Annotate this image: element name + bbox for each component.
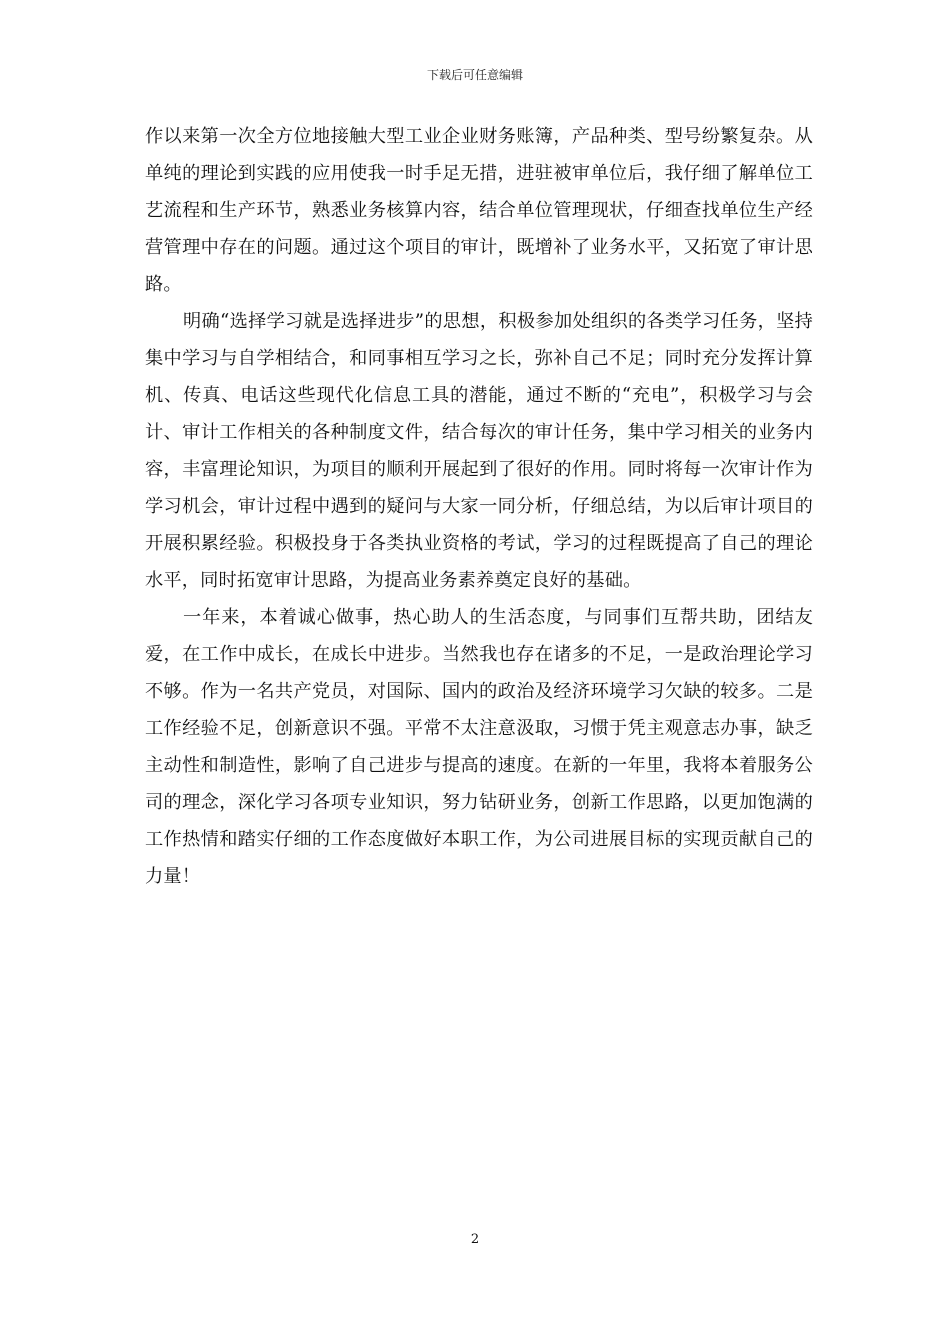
paragraph-summary: 一年来，本着诚心做事，热心助人的生活态度，与同事们互帮共助，团结友爱，在工作中成长，在成长中进步。当然我也存在诸多的不足，一是政治理论学习不够。作为一名共产党员，对国际、国内的政治及经济环境学习欠缺的较多。二是工作经验不足，创新意识不强。平常不太注意汲取，习惯于凭主观意志办事，缺乏主动性和制造性，影响了自己进步与提高的速度。在新的一年里，我将本着服务公司的理念，深化学习各项专业知识，努力钻研业务，创新工作思路，以更加饱满的工作热情和踏实仔细的工作态度做好本职工作，为公司进展目标的实现贡献自己的力量！	[145, 607, 813, 887]
page-number: 2	[470, 1232, 480, 1247]
paragraph-learning: 明确“选择学习就是选择进步”的思想，积极参加处组织的各类学习任务，坚持集中学习与自学相结合，和同事相互学习之长，弥补自己不足；同时充分发挥计算机、传真、电话这些现代化信息工具的潜能，通过不断的“充电”，积极学习与会计、审计工作相关的各种制度文件，结合每次的审计任务，集中学习相关的业务内容，丰富理论知识，为项目的顺利开展起到了很好的作用。同时将每一次审计作为学习机会，审计过程中遇到的疑问与大家一同分析，仔细总结，为以后审计项目的开展积累经验。积极投身于各类执业资格的考试，学习的过程既提高了自己的理论水平，同时拓宽审计思路，为提高业务素养奠定良好的基础。	[145, 311, 813, 591]
document-body	[145, 118, 813, 895]
page-header: 下载后可任意编辑	[426, 68, 523, 82]
paragraph-continuation: 作以来第一次全方位地接触大型工业企业财务账簿，产品种类、型号纷繁复杂。从单纯的理论到实践的应用使我一时手足无措，进驻被审单位后，我仔细了解单位工艺流程和生产环节，熟悉业务核算内容，结合单位管理现状，仔细查找单位生产经营管理中存在的问题。通过这个项目的审计，既增补了业务水平，又拓宽了审计思路。	[145, 126, 813, 295]
